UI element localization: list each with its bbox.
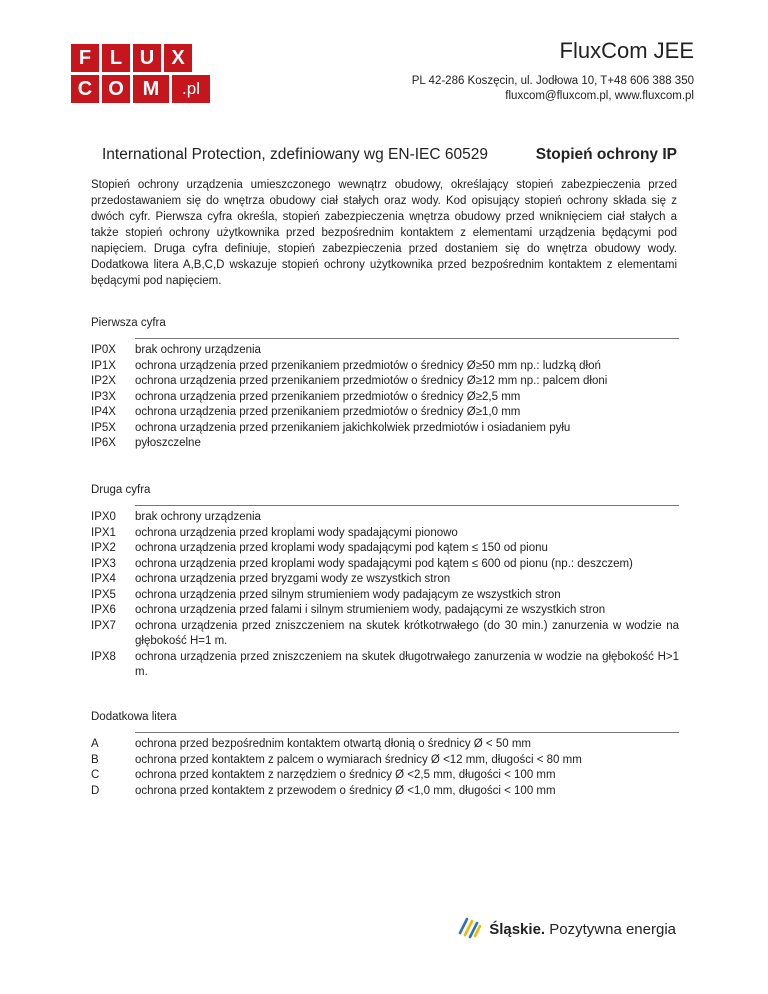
ip-code: D: [91, 784, 100, 797]
ip-description: ochrona urządzenia przed bryzgami wody ze wszystkich stron: [135, 573, 451, 585]
ip-description: brak ochrony urządzenia: [135, 511, 261, 523]
company-contact: fluxcom@fluxcom.pl, www.fluxcom.pl: [505, 90, 694, 102]
fluxcom-logo: [71, 44, 210, 106]
list-item: [91, 784, 679, 800]
ip-description: ochrona urządzenia przed przenikaniem przedmiotów o średnicy Ø≥12 mm np.: palcem dłoni: [135, 375, 608, 387]
ip-description: ochrona urządzenia przed przenikaniem jakichkolwiek przedmiotów i osiadaniem pyłu: [135, 421, 571, 434]
logo-letter: X: [164, 44, 192, 72]
ip-code: IPX8: [91, 650, 116, 663]
ip-code: C: [91, 769, 100, 781]
list-item: [91, 421, 679, 437]
ip-code: IP5X: [91, 421, 116, 434]
ip-description: ochrona urządzenia przed kroplami wody spadającymi pod kątem ≤ 600 od pionu (np.: deszczem): [135, 557, 633, 570]
ip-description: ochrona urządzenia przed kroplami wody spadającymi pod kątem ≤ 150 od pionu: [135, 542, 548, 554]
section-rows: [91, 343, 679, 452]
section-rows: [91, 737, 679, 799]
ip-code: IPX6: [91, 604, 116, 616]
ip-code: IP4X: [91, 406, 116, 418]
section-heading: Druga cyfra: [91, 484, 151, 496]
ip-description: ochrona urządzenia przed przenikaniem przedmiotów o średnicy Ø≥1,0 mm: [135, 406, 521, 418]
ip-description: ochrona urządzenia przed zniszczeniem na skutek długotrwałego zanurzenia w wodzie na głębokość H>1 m.: [135, 650, 679, 678]
ip-description: ochrona przed kontaktem z przewodem o średnicy Ø <1,0 mm, długości < 100 mm: [135, 784, 556, 797]
logo-row-top: [71, 44, 210, 72]
company-address: PL 42-286 Koszęcin, ul. Jodłowa 10, T+48 606 388 350: [411, 75, 694, 87]
list-item: [91, 526, 679, 542]
ip-description: ochrona urządzenia przed przenikaniem przedmiotów o średnicy Ø≥50 mm np.: ludzką dłoń: [135, 359, 601, 372]
section-heading: Dodatkowa litera: [91, 711, 177, 723]
slaskie-brand: Śląskie.: [489, 921, 546, 938]
company-info: [412, 38, 694, 104]
ip-description: ochrona przed kontaktem z palcem o wymiarach średnicy Ø <12 mm, długości < 80 mm: [135, 753, 582, 766]
ip-description: ochrona przed bezpośrednim kontaktem otwartą dłonią o średnicy Ø < 50 mm: [135, 738, 531, 750]
document-header: [102, 146, 677, 166]
ip-code: IP0X: [91, 344, 116, 356]
ip-code: IPX0: [91, 511, 116, 523]
ip-code: IPX3: [91, 557, 116, 570]
ip-code: IP3X: [91, 390, 116, 403]
ip-code: IP2X: [91, 375, 116, 387]
list-item: [91, 572, 679, 588]
ip-description: brak ochrony urządzenia: [135, 344, 261, 356]
section-divider: [135, 338, 679, 339]
company-name: FluxCom JEE: [559, 38, 694, 63]
list-item: [91, 343, 679, 359]
ip-description: pyłoszczelne: [135, 437, 201, 449]
section-heading: Pierwsza cyfra: [91, 317, 166, 329]
logo-letter: M: [133, 75, 169, 103]
ip-description: ochrona urządzenia przed falami i silnym strumieniem wody, padającymi ze wszystkich stron: [135, 604, 606, 616]
list-item: [91, 753, 679, 769]
logo-domain-suffix: .pl: [172, 75, 210, 103]
list-item: [91, 541, 679, 557]
list-item: [91, 650, 679, 681]
list-item: [91, 737, 679, 753]
ip-code: A: [91, 738, 99, 750]
list-item: [91, 619, 679, 650]
list-item: [91, 588, 679, 604]
ip-description: ochrona urządzenia przed kroplami wody spadającymi pionowo: [135, 526, 458, 539]
section-divider: [135, 505, 679, 506]
logo-letter: U: [133, 44, 161, 72]
section-additional-letter: [91, 711, 679, 799]
section-second-digit: [91, 484, 679, 681]
ip-code: IP1X: [91, 359, 116, 372]
ip-code: IP6X: [91, 437, 116, 449]
list-item: [91, 557, 679, 573]
section-divider: [135, 732, 679, 733]
ip-code: IPX1: [91, 526, 116, 539]
ip-code: IPX4: [91, 573, 116, 585]
list-item: [91, 603, 679, 619]
logo-row-bottom: [71, 75, 210, 103]
logo-letter: F: [71, 44, 99, 72]
section-rows: [91, 510, 679, 681]
slaskie-footer-logo: [457, 915, 676, 944]
slaskie-slogan: [489, 921, 676, 938]
list-item: [91, 374, 679, 390]
logo-letter: O: [102, 75, 130, 103]
slaskie-tagline: Pozytywna energia: [545, 921, 676, 938]
list-item: [91, 510, 679, 526]
document-title: Stopień ochrony IP: [535, 146, 677, 163]
ip-code: IPX7: [91, 619, 116, 632]
ip-description: ochrona urządzenia przed przenikaniem przedmiotów o średnicy Ø≥2,5 mm: [135, 390, 521, 403]
intro-paragraph: Stopień ochrony urządzenia umieszczonego wewnątrz obudowy, określający stopień zabezpieczenia przed przedostawaniem się do wnętrza obudowy ciał stałych oraz wody. Kod opisujący stopień ochrony składa się z dwóch cyfr. Pierwsza cyfra określa, stopień zabezpieczenia wnętrza obudowy przed wniknięciem ciał stałych a także stopień ochrony użytkownika przed bezpośrednim kontaktem z elementami urządzenia będącymi pod napięciem. Druga cyfra definiuje, stopień zabezpieczenia przed dostaniem się do wnętrza obudowy wody. Dodatkowa litera A,B,C,D wskazuje stopień ochrony użytkownika przed bezpośrednim kontaktem z elementami będącymi pod napięciem.: [91, 179, 677, 287]
list-item: [91, 768, 679, 784]
logo-letter: L: [102, 44, 130, 72]
logo-letter: C: [71, 75, 99, 103]
list-item: [91, 436, 679, 452]
ip-description: ochrona urządzenia przed silnym strumieniem wody padającym ze wszystkich stron: [135, 588, 561, 601]
ip-code: B: [91, 753, 99, 766]
ip-description: ochrona przed kontaktem z narzędziem o średnicy Ø <2,5 mm, długości < 100 mm: [135, 769, 556, 781]
ip-code: IPX5: [91, 588, 116, 601]
list-item: [91, 390, 679, 406]
list-item: [91, 405, 679, 421]
ip-code: IPX2: [91, 542, 116, 554]
list-item: [91, 359, 679, 375]
document-subtitle: International Protection, zdefiniowany wg EN-IEC 60529: [102, 146, 488, 163]
slaskie-logo-icon: [457, 915, 483, 944]
section-first-digit: [91, 317, 679, 452]
ip-description: ochrona urządzenia przed zniszczeniem na skutek krótkotrwałego (do 30 min.) zanurzenia w wodzie na głębokość H=1 m.: [135, 619, 679, 647]
